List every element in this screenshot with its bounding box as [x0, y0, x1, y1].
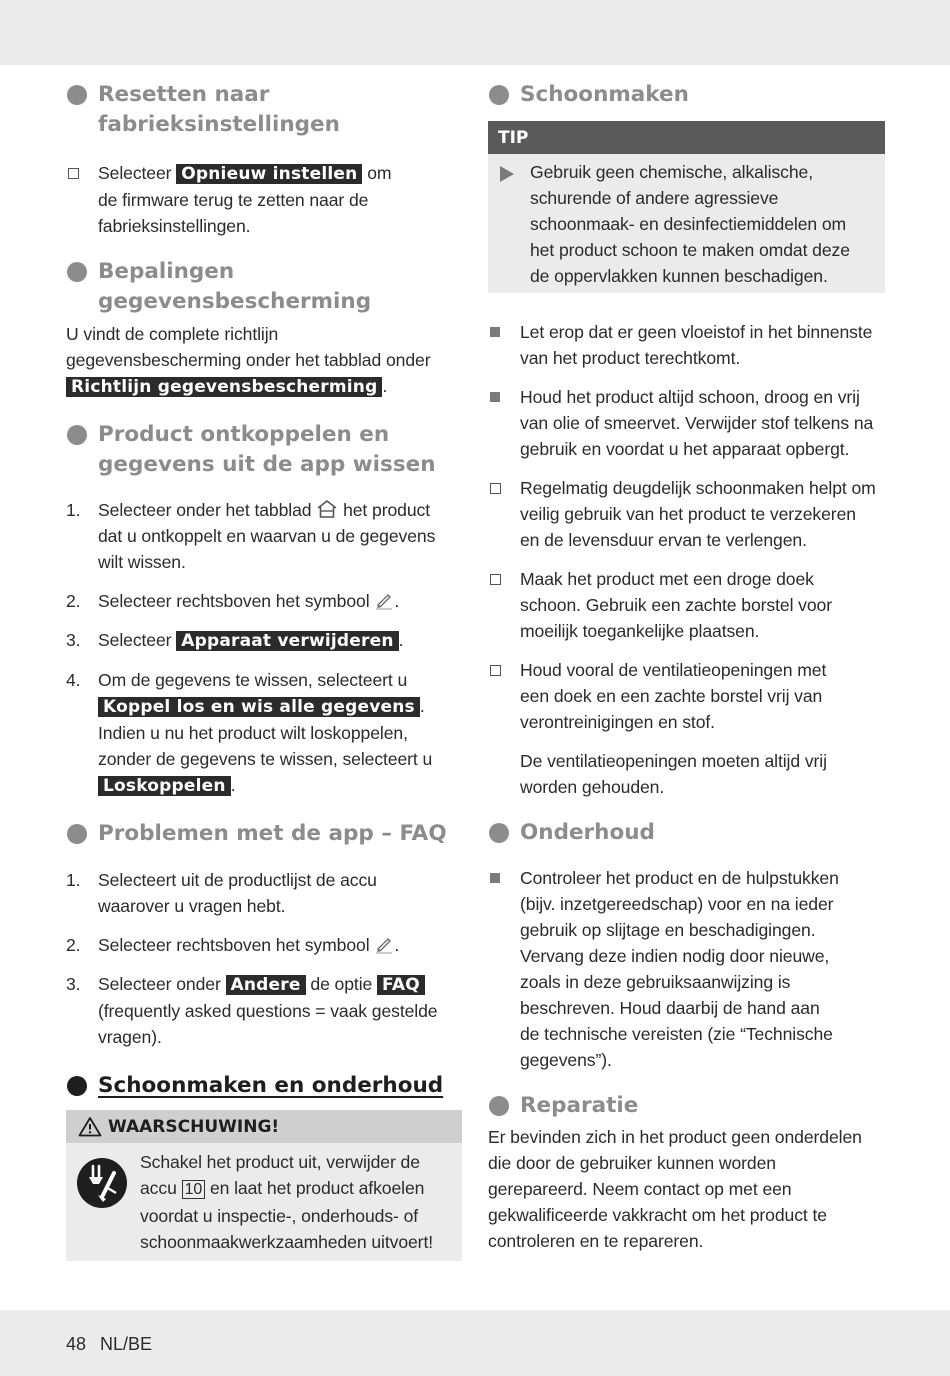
privacy-tab-label: Richtlijn gegevensbescherming [66, 377, 382, 397]
list-item: Houd het product altijd schoon, droog en vrij van olie of smeervet. Verwijder stof telkens na gebruik en voordat u het apparaat opbergt. [488, 384, 885, 462]
left-column [66, 80, 462, 1261]
tip-box [488, 121, 885, 293]
reset-button-label: Opnieuw instellen [176, 164, 362, 184]
faq-step-3: 3. Selecteer onder Andere de optie FAQ (frequently asked questions = vaak gestelde vragen). [66, 974, 438, 1047]
bullet-dot [67, 1076, 87, 1096]
reset-step: Selecteer Opnieuw instellen om de firmware terug te zetten naar de fabrieksinstellingen. [66, 160, 462, 239]
heading-repair: Reparatie [488, 1091, 885, 1121]
tip-body: Gebruik geen chemische, alkalische, schurende of andere agressieve schoonmaak- en desinfectiemiddelen om het product schoon te maken omdat deze de oppervlakken kunnen beschadigen. [488, 154, 885, 293]
warning-triangle-icon [78, 1116, 102, 1137]
heading-privacy: Bepalingen gegevensbescherming [66, 257, 462, 317]
other-tab-label: Andere [226, 975, 306, 995]
page-footer [66, 1334, 166, 1355]
list-item: Controleer het product en de hulpstukken (bijv. inzetgereedschap) voor en na ieder gebruik op slijtage en beschadigingen. Vervang deze indien nodig door nieuwe, zoals in deze gebruiksaanwijzing is beschreven. Houd daarbij de hand aan de technische vereisten (zie “Technische gegevens”). [488, 865, 885, 1073]
edit-pencil-icon [374, 590, 394, 610]
right-column [488, 80, 885, 1254]
warning-box [66, 1110, 462, 1261]
unlink-erase-label: Koppel los en wis alle gegevens [98, 697, 420, 717]
heading-cleaning-maintenance: Schoonmaken en onderhoud [66, 1071, 462, 1101]
edit-pencil-icon [374, 934, 394, 954]
triangle-bullet-icon [500, 166, 514, 182]
faq-option-label: FAQ [377, 975, 425, 995]
bullet-dot [489, 823, 509, 843]
unplug-icon [76, 1157, 128, 1209]
ventilation-note: De ventilatieopeningen moeten altijd vrij worden gehouden. [520, 751, 827, 797]
faq-step-1: 1. Selecteert uit de productlijst de accu waarover u vragen hebt. [66, 870, 377, 916]
bullet-dot [489, 1096, 509, 1116]
bullet-dot [67, 85, 87, 105]
checkbox-marker [68, 168, 79, 179]
checkbox-marker [490, 665, 501, 676]
home-icon [316, 499, 338, 519]
repair-text: Er bevinden zich in het product geen onderdelen die door de gebruiker kunnen worden gerepareerd. Neem contact op met een gekwalificeerde vakkracht om het product te controleren en te repareren. [488, 1127, 862, 1251]
bullet-dot [67, 425, 87, 445]
heading-maintenance: Onderhoud [488, 818, 885, 848]
checkbox-marker [490, 483, 501, 494]
part-reference-number: 10 [182, 1180, 206, 1199]
heading-reset: Resetten naar fabrieksinstellingen [66, 80, 462, 140]
warning-body: Schakel het product uit, verwijder de accu 10 en laat het product afkoelen voordat u inspectie-, onderhouds- of schoonmaakwerkzaamheden uitvoert! [66, 1143, 462, 1261]
unlink-step-3: 3. Selecteer Apparaat verwijderen . [66, 630, 404, 651]
list-item: Let erop dat er geen vloeistof in het binnenste van het product terechtkomt. [488, 319, 885, 371]
locale-label: NL/BE [100, 1334, 153, 1354]
remove-device-label: Apparaat verwijderen [176, 631, 398, 651]
warning-header: WAARSCHUWING! [66, 1110, 462, 1143]
square-bullet [490, 327, 500, 337]
bullet-dot [67, 824, 87, 844]
unlink-step-2: 2. Selecteer rechtsboven het symbool . [66, 591, 400, 611]
heading-cleaning: Schoonmaken [488, 80, 885, 110]
top-band [0, 0, 950, 65]
unlink-step-1: 1. Selecteer onder het tabblad het product dat u ontkoppelt en waarvan u de gegevens wilt wissen. [66, 500, 436, 572]
privacy-text: U vindt de complete richtlijn gegevensbescherming onder het tabblad onder Richtlijn gegevensbescherming . [66, 324, 431, 397]
bullet-dot [67, 262, 87, 282]
square-bullet [490, 392, 500, 402]
heading-unlink: Product ontkoppelen en gegevens uit de app wissen [66, 420, 462, 480]
heading-faq: Problemen met de app – FAQ [66, 819, 462, 849]
faq-step-2: 2. Selecteer rechtsboven het symbool . [66, 935, 400, 955]
square-bullet [490, 873, 500, 883]
list-item: Regelmatig deugdelijk schoonmaken helpt om veilig gebruik van het product te verzekeren en de levensduur ervan te verlengen. [488, 475, 885, 553]
checkbox-marker [490, 574, 501, 585]
unlink-step-4: 4. Om de gegevens te wissen, selecteert u Koppel los en wis alle gegevens . Indien u nu het product wilt loskoppelen, zonder de gegevens te wissen, selecteert u Loskoppelen . [66, 670, 433, 796]
page-number: 48 [66, 1334, 87, 1354]
bullet-dot [489, 85, 509, 105]
list-item: Maak het product met een droge doek schoon. Gebruik een zachte borstel voor moeilijk toegankelijke plaatsen. [488, 566, 885, 644]
list-item: Houd vooral de ventilatieopeningen met een doek en een zachte borstel vrij van verontreinigingen en stof. [488, 657, 885, 735]
unlink-label: Loskoppelen [98, 776, 231, 796]
tip-header: TIP [488, 121, 885, 154]
